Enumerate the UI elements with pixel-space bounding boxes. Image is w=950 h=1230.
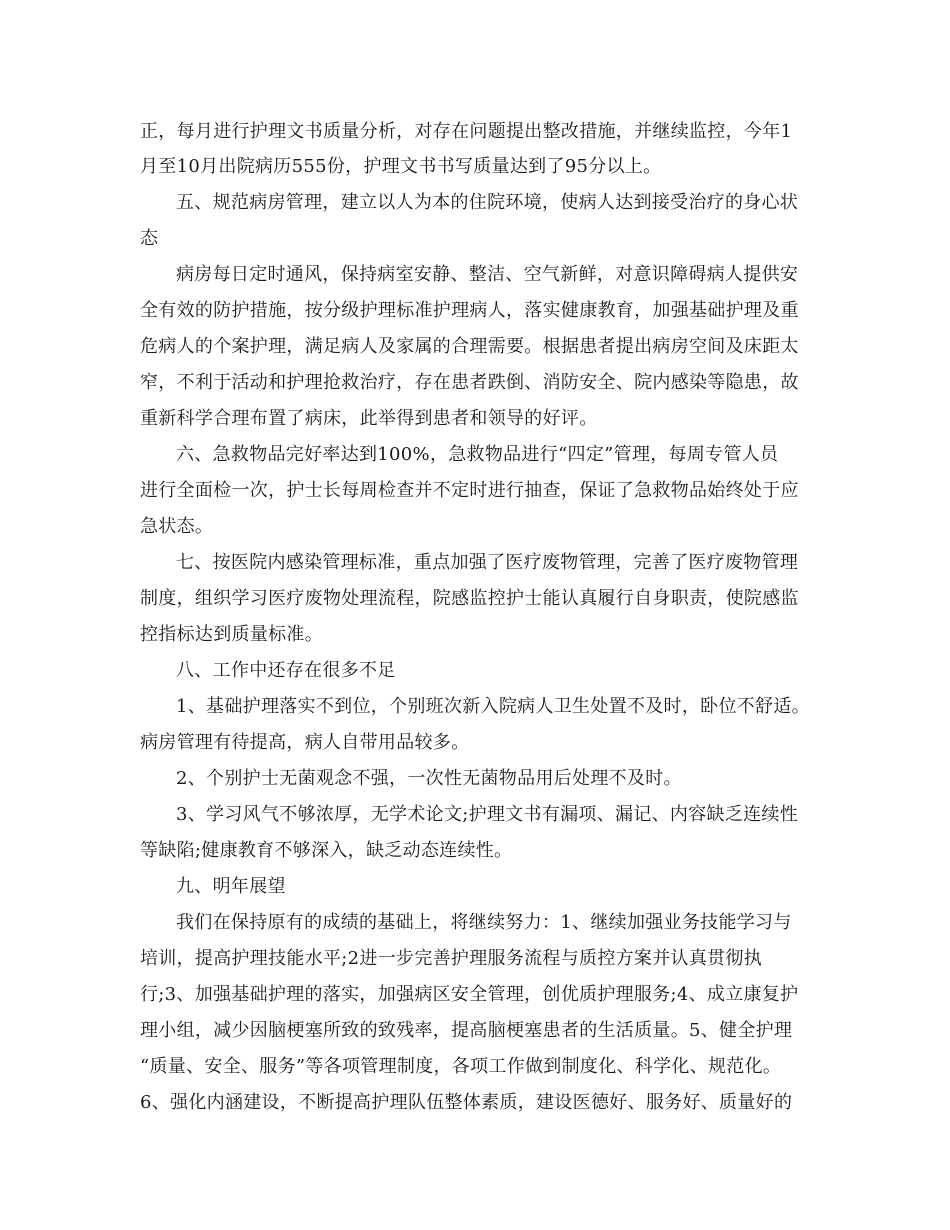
text-line: 九、明年展望 <box>176 876 286 897</box>
text-line: 控指标达到质量标准。 <box>140 624 323 645</box>
text-line: 培训，提高护理技能水平;2进一步完善护理服务流程与质控方案并认真贯彻执 <box>140 948 763 969</box>
text-line: 七、按医院内感染管理标准，重点加强了医疗废物管理，完善了医疗废物管理 <box>176 552 799 573</box>
text-line: 6、强化内涵建设，不断提高护理队伍整体素质，建设医德好、服务好、质量好的 <box>140 1092 793 1113</box>
text-line: 重新科学合理布置了病床，此举得到患者和领导的好评。 <box>140 408 598 429</box>
text-line: 正，每月进行护理文书质量分析，对存在问题提出整改措施，并继续监控，今年1 <box>140 121 793 142</box>
text-line: 月至10月出院病历555份，护理文书书写质量达到了95分以上。 <box>140 156 662 177</box>
text-line: 2、个别护士无菌观念不强，一次性无菌物品用后处理不及时。 <box>176 768 682 789</box>
text-line: 我们在保持原有的成绩的基础上，将继续努力：1、继续加强业务技能学习与 <box>176 912 792 933</box>
text-line: 等缺陷;健康教育不够深入，缺乏动态连续性。 <box>140 840 513 861</box>
text-line: 病房管理有待提高，病人自带用品较多。 <box>140 732 470 753</box>
text-line: 六、急救物品完好率达到100%，急救物品进行“四定”管理，每周专管人员 <box>176 444 779 465</box>
text-line: 危病人的个案护理，满足病人及家属的合理需要。根据患者提出病房空间及床距太 <box>140 336 799 357</box>
text-line: “质量、安全、服务”等各项管理制度，各项工作做到制度化、科学化、规范化。 <box>140 1056 782 1077</box>
text-line: 制度，组织学习医疗废物处理流程，院感监控护士能认真履行自身职责，使院感监 <box>140 588 799 609</box>
text-line: 五、规范病房管理，建立以人为本的住院环境，使病人达到接受治疗的身心状 <box>176 192 799 213</box>
text-line: 3、学习风气不够浓厚，无学术论文;护理文书有漏项、漏记、内容缺乏连续性 <box>176 804 799 825</box>
text-line: 急状态。 <box>140 516 214 537</box>
text-line: 窄，不利于活动和护理抢救治疗，存在患者跌倒、消防安全、院内感染等隐患，故 <box>140 372 799 393</box>
text-line: 行;3、加强基础护理的落实，加强病区安全管理，创优质护理服务;4、成立康复护 <box>140 984 799 1005</box>
text-line: 1、基础护理落实不到位，个别班次新入院病人卫生处置不及时，卧位不舒适。 <box>176 696 810 717</box>
text-line: 态 <box>140 228 159 249</box>
text-line: 病房每日定时通风，保持病室安静、整洁、空气新鲜，对意识障碍病人提供安 <box>176 264 799 285</box>
text-line: 全有效的防护措施，按分级护理标准护理病人，落实健康教育，加强基础护理及重 <box>140 300 799 321</box>
text-line: 进行全面检一次，护士长每周检查并不定时进行抽查，保证了急救物品始终处于应 <box>140 480 799 501</box>
text-line: 理小组，减少因脑梗塞所致的致残率，提高脑梗塞患者的生活质量。5、健全护理 <box>140 1020 793 1041</box>
text-line: 八、工作中还存在很多不足 <box>176 660 396 681</box>
